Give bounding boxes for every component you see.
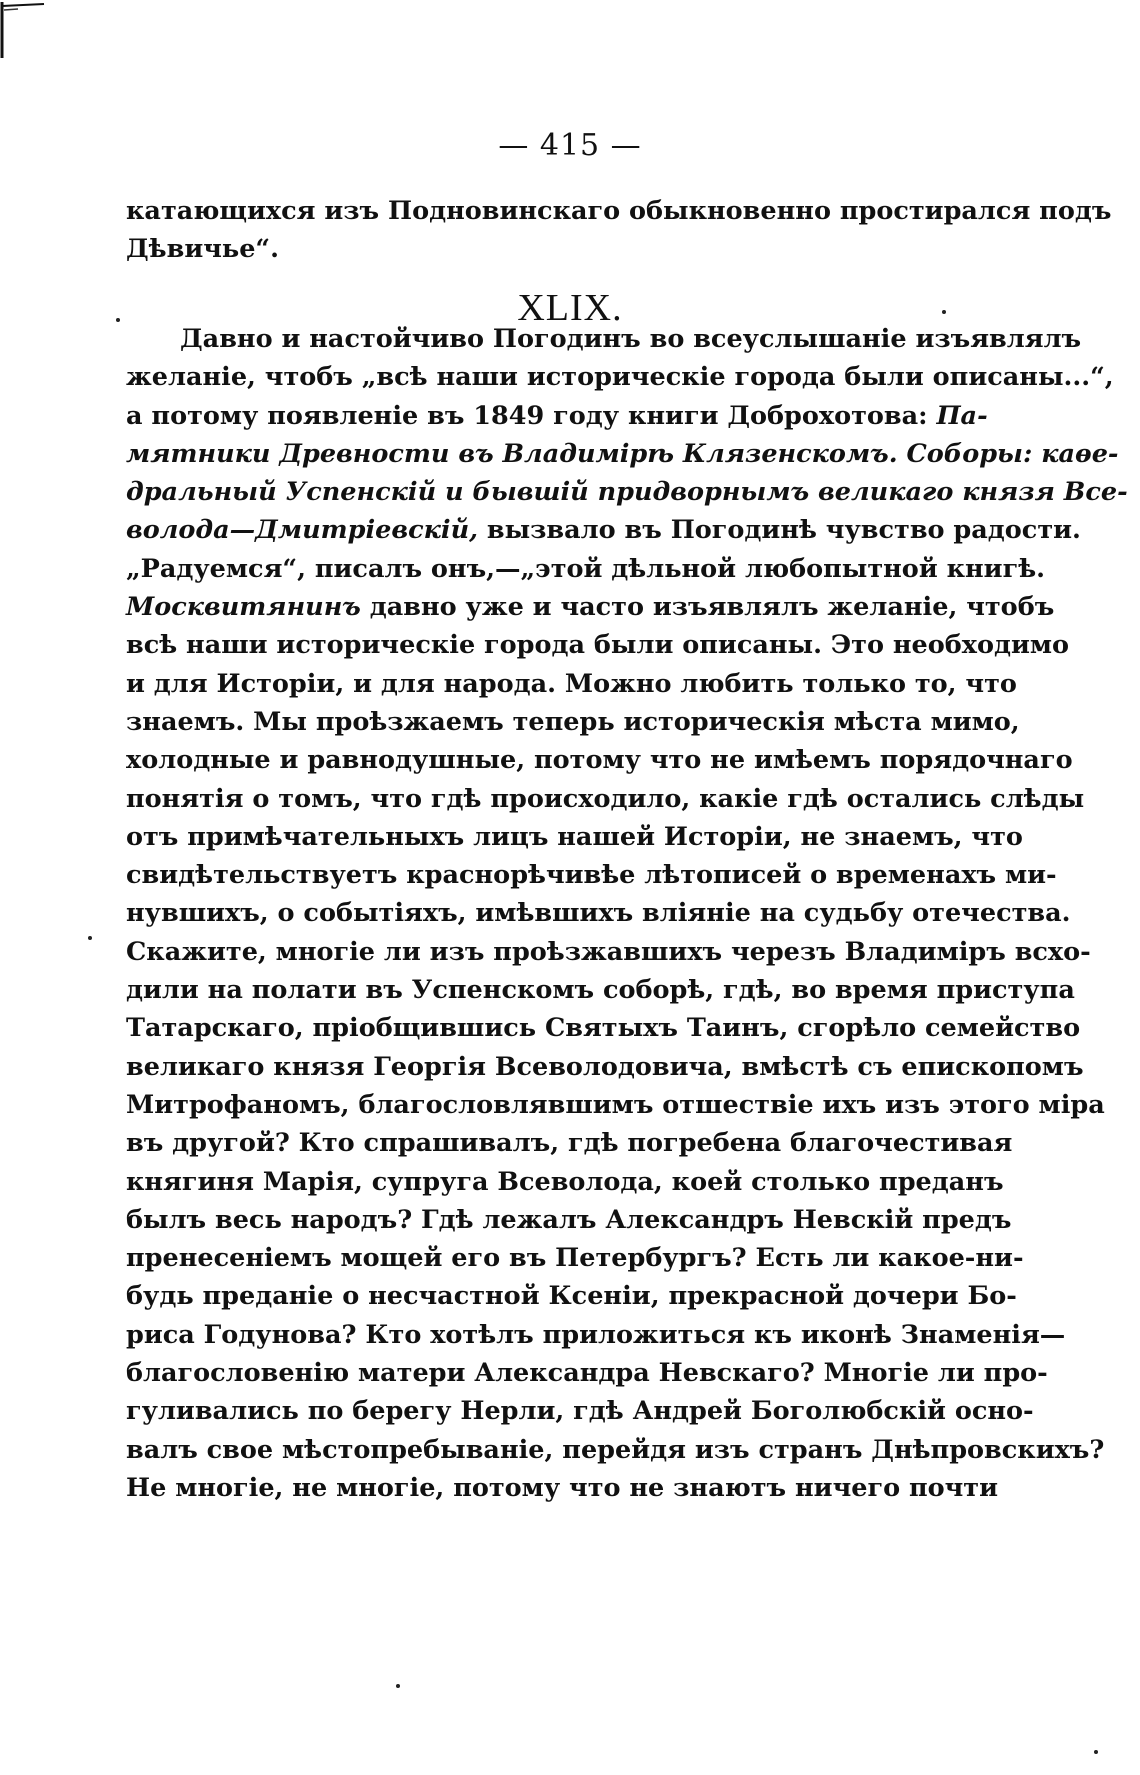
text-run: вызвало въ Погодинѣ чувство радости.: [478, 515, 1081, 546]
text-line: великаго князя Георгія Всеволодовича, вмѣстѣ съ епископомъ: [126, 1051, 1084, 1082]
journal-title-italic: Москвитянинъ: [126, 592, 361, 623]
chapter-heading: XLIX.: [517, 287, 623, 329]
text-line: Скажите, многіе ли изъ проѣзжавшихъ черезъ Владиміръ всхо-: [126, 936, 1091, 967]
text-line-italic: мятники Древности въ Владимірѣ Клязенскомъ. Соборы: каѳе-: [126, 438, 1119, 469]
text-line-italic: дральный Успенскій и бывшій придворнымъ великаго князя Все-: [126, 477, 1128, 508]
text-line: пренесеніемъ мощей его въ Петербургъ? Есть ли какое-ни-: [126, 1243, 1024, 1274]
text-run: давно уже и часто изъявлялъ желаніе, чтобъ: [360, 592, 1055, 623]
scan-speck: [116, 318, 120, 322]
text-line: княгиня Марія, супруга Всеволода, коей столько преданъ: [126, 1166, 1004, 1197]
scan-edge-mark: [0, 0, 60, 60]
text-line: дили на полати въ Успенскомъ соборѣ, гдѣ, во время приступа: [126, 975, 1075, 1006]
text-line: [126, 588, 1055, 626]
page-number: — 415 —: [498, 128, 642, 163]
text-line: Не многіе, не многіе, потому что не знаютъ ничего почти: [126, 1472, 999, 1503]
paragraph: [126, 320, 1128, 1507]
text-line: въ другой? Кто спрашивалъ, гдѣ погребена благочестивая: [126, 1128, 1013, 1159]
text-run: а потому появленіе въ 1849 году книги Доброхотова:: [126, 400, 937, 431]
book-title-italic: волода—Дмитріевскій,: [126, 515, 478, 546]
text-line: „Радуемся“, писалъ онъ,—„этой дѣльной любопытной книгѣ.: [126, 553, 1046, 584]
text-line: нувшихъ, о событіяхъ, имѣвшихъ вліяніе на судьбу отечества.: [126, 898, 1071, 929]
text-line: знаемъ. Мы проѣзжаемъ теперь историческія мѣста мимо,: [126, 706, 1020, 737]
text-line: свидѣтельствуетъ краснорѣчивѣе лѣтописей о временахъ ми-: [126, 860, 1057, 891]
text-line: благословенію матери Александра Невскаго? Многіе ли про-: [126, 1358, 1048, 1389]
text-line: [126, 511, 1081, 549]
text-line: Татарскаго, пріобщившись Святыхъ Таинъ, сгорѣло семейство: [126, 1013, 1081, 1044]
book-title-italic: Па-: [936, 400, 988, 431]
carryover-text: [126, 192, 1112, 269]
scan-speck: [942, 310, 946, 314]
text-line: гуливались по берегу Нерли, гдѣ Андрей Боголюбскій осно-: [126, 1396, 1034, 1427]
text-line: риса Годунова? Кто хотѣлъ приложиться къ иконѣ Знаменія—: [126, 1319, 1066, 1350]
text-line: всѣ наши историческіе города были описаны. Это необходимо: [126, 630, 1070, 661]
text-line: холодные и равнодушные, потому что не имѣемъ порядочнаго: [126, 745, 1073, 776]
text-line: Митрофаномъ, благословлявшимъ отшествіе ихъ изъ этого міра: [126, 1089, 1105, 1120]
text-line: [126, 397, 988, 435]
text-line: былъ весь народъ? Гдѣ лежалъ Александръ Невскій предъ: [126, 1204, 1012, 1235]
text-line: понятія о томъ, что гдѣ происходило, какіе гдѣ остались слѣды: [126, 783, 1085, 814]
text-line: отъ примѣчательныхъ лицъ нашей Исторіи, не знаемъ, что: [126, 821, 1023, 852]
text-line: Дѣвичье“.: [126, 234, 279, 265]
text-line: Давно и настойчиво Погодинъ во всеуслышаніе изъявлялъ: [180, 324, 1082, 354]
text-line: будь преданіе о несчастной Ксеніи, прекрасной дочери Бо-: [126, 1281, 1017, 1312]
scan-speck: [396, 1684, 400, 1688]
scan-speck: [88, 936, 92, 940]
text-line: желаніе, чтобъ „всѣ наши историческіе города были описаны...“,: [126, 362, 1114, 393]
text-line: валъ свое мѣстопребываніе, перейдя изъ странъ Днѣпровскихъ?: [126, 1434, 1105, 1465]
text-line: катающихся изъ Подновинскаго обыкновенно простирался подъ: [126, 196, 1112, 226]
scan-speck: [1094, 1750, 1098, 1754]
text-line: и для Исторіи, и для народа. Можно любить только то, что: [126, 668, 1017, 699]
